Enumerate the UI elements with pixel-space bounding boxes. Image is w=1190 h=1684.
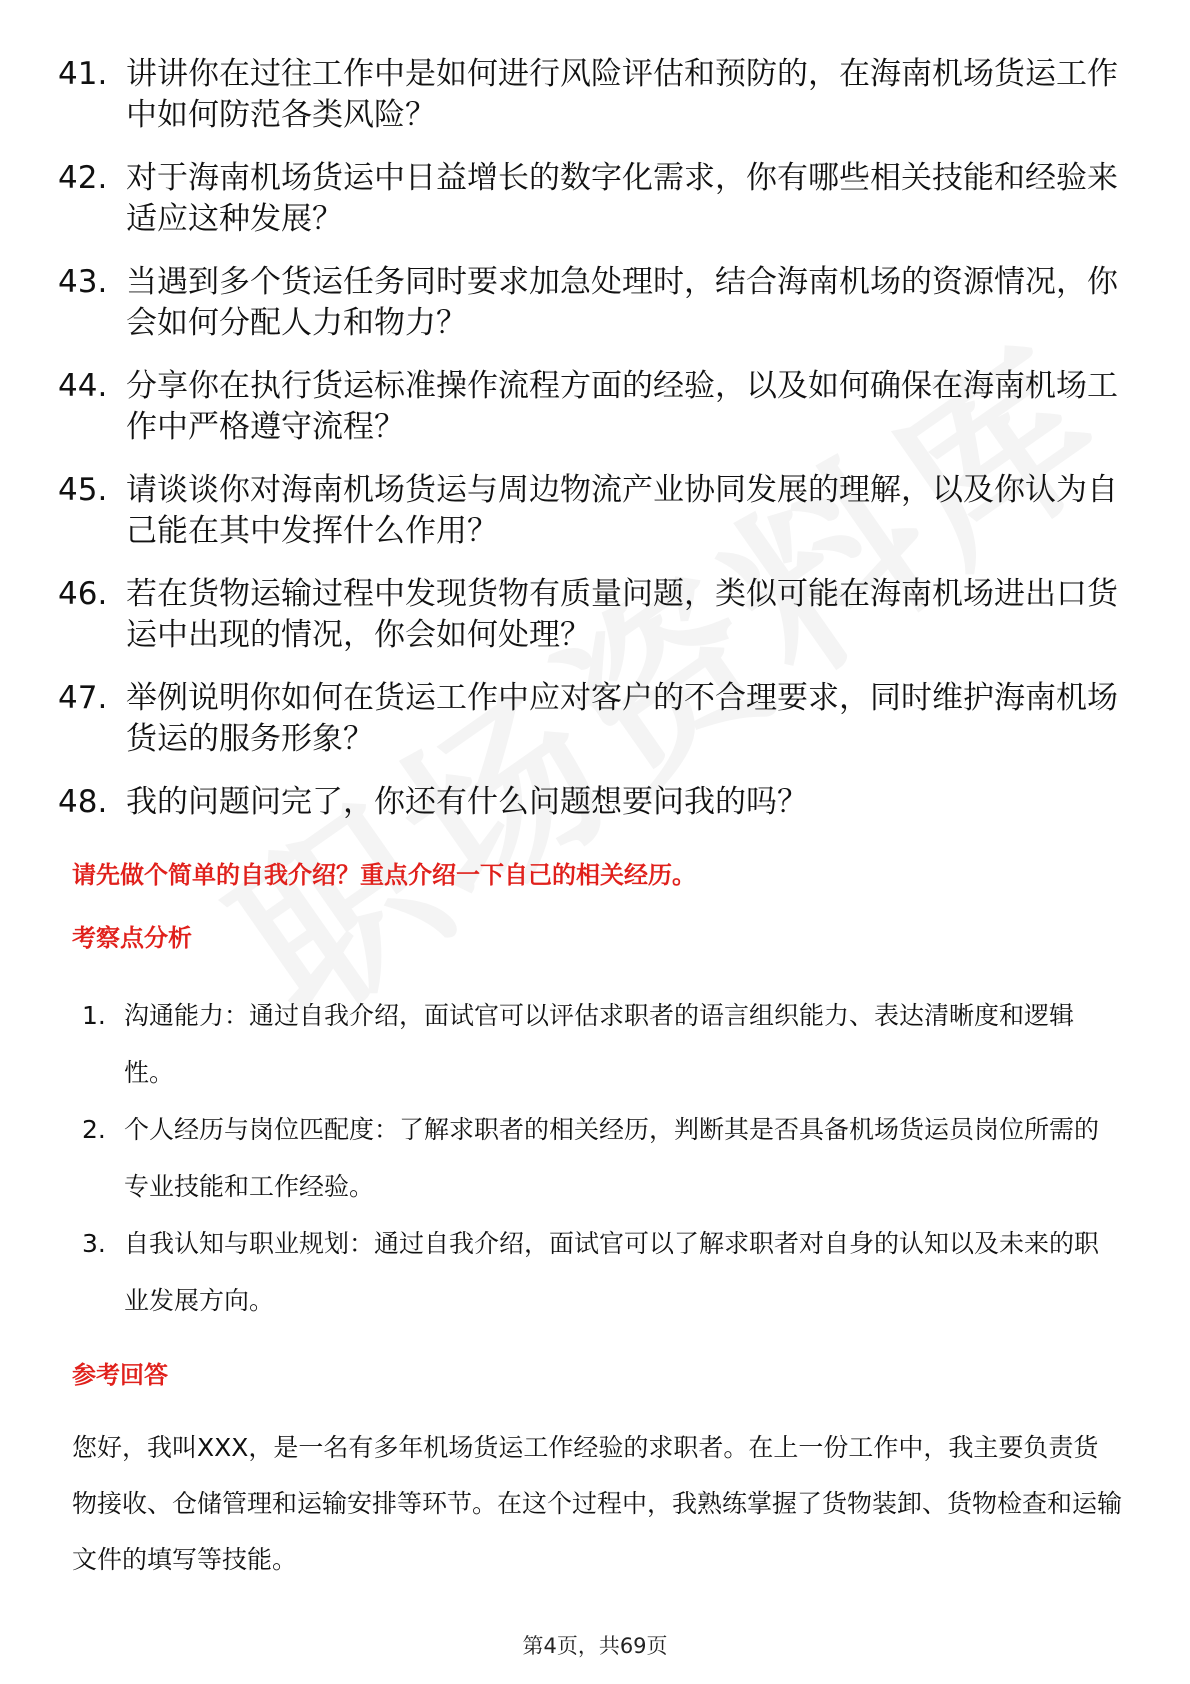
analysis-text: 自我认知与职业规划：通过自我介绍，面试官可以了解求职者对自身的认知以及未来的职业发展方向。 [124,1229,1100,1315]
analysis-list [82,987,1122,1329]
question-item [58,158,1118,240]
question-item [58,262,1118,344]
question-item [58,678,1118,760]
question-item [58,470,1118,552]
analysis-number: 2. [82,1115,106,1144]
question-item [58,574,1118,656]
question-text: 我的问题问完了，你还有什么问题想要问我的吗？ [126,784,808,820]
analysis-text: 沟通能力：通过自我介绍，面试官可以评估求职者的语言组织能力、表达清晰度和逻辑性。 [124,1001,1075,1087]
question-list [58,54,1118,845]
analysis-heading: 考察点分析 [72,924,192,952]
page-number: 第4页，共69页 [522,1634,668,1658]
question-number: 43. [58,264,108,300]
question-text: 举例说明你如何在货运工作中应对客户的不合理要求，同时维护海南机场货运的服务形象？ [126,680,1118,757]
question-item [58,782,1118,823]
question-number: 47. [58,680,108,716]
question-text: 讲讲你在过往工作中是如何进行风险评估和预防的，在海南机场货运工作中如何防范各类风险？ [126,56,1118,133]
interview-question-heading: 请先做个简单的自我介绍？重点介绍一下自己的相关经历。 [72,861,696,889]
answer-text: 您好，我叫XXX，是一名有多年机场货运工作经验的求职者。在上一份工作中，我主要负责货物接收、仓储管理和运输安排等环节。在这个过程中，我熟练掌握了货物装卸、货物检查和运输文件的填写等技能。 [72,1433,1123,1574]
analysis-text: 个人经历与岗位匹配度：了解求职者的相关经历，判断其是否具备机场货运员岗位所需的专业技能和工作经验。 [124,1115,1100,1201]
question-number: 46. [58,576,108,612]
question-item [58,366,1118,448]
question-text: 请谈谈你对海南机场货运与周边物流产业协同发展的理解，以及你认为自己能在其中发挥什么作用？ [126,472,1118,549]
analysis-number: 1. [82,1001,106,1030]
question-text: 分享你在执行货运标准操作流程方面的经验，以及如何确保在海南机场工作中严格遵守流程？ [126,368,1118,445]
question-number: 42. [58,160,108,196]
question-text: 当遇到多个货运任务同时要求加急处理时，结合海南机场的资源情况，你会如何分配人力和物力？ [126,264,1118,341]
question-text: 对于海南机场货运中日益增长的数字化需求，你有哪些相关技能和经验来适应这种发展？ [126,160,1118,237]
question-number: 45. [58,472,108,508]
analysis-item [82,1215,1122,1329]
analysis-item [82,1101,1122,1215]
question-number: 44. [58,368,108,404]
answer-heading: 参考回答 [72,1361,168,1389]
question-item [58,54,1118,136]
question-number: 41. [58,56,108,92]
analysis-number: 3. [82,1229,106,1258]
question-number: 48. [58,784,108,820]
analysis-item [82,987,1122,1101]
question-text: 若在货物运输过程中发现货物有质量问题，类似可能在海南机场进出口货运中出现的情况，你会如何处理？ [126,576,1118,653]
